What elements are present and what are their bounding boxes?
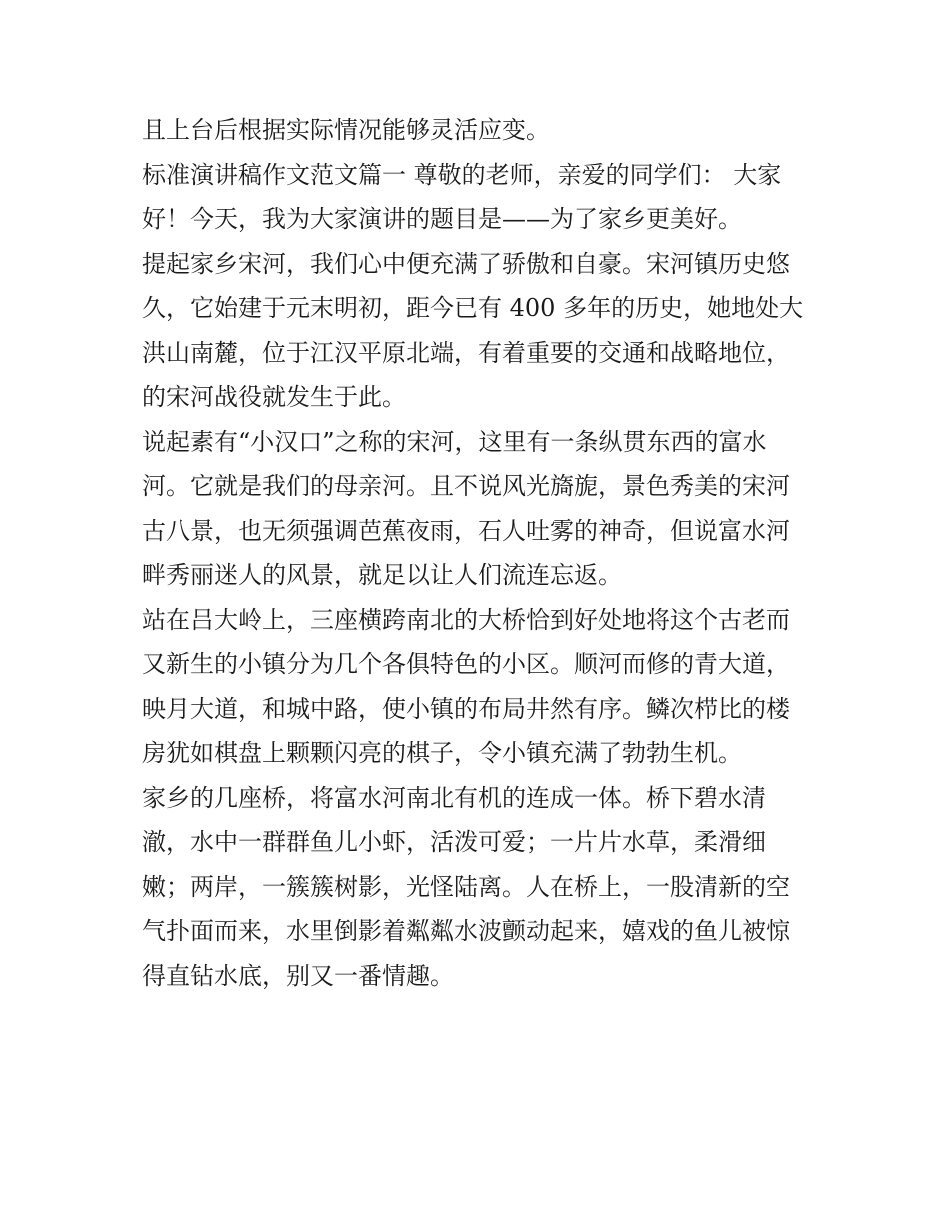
text-line: 说起素有“小汉口”之称的宋河，这里有一条纵贯东西的富水 — [142, 427, 767, 456]
text-line: 好！今天，我为大家演讲的题目是——为了家乡更美好。 — [142, 205, 742, 233]
document-body — [142, 108, 822, 998]
text-line: 澈，水中一群群鱼儿小虾，活泼可爱；一片片水草，柔滑细 — [142, 828, 766, 856]
text-line: 房犹如棋盘上颗颗闪亮的棋子，令小镇充满了勃勃生机。 — [142, 739, 742, 767]
text-line: 河。它就是我们的母亲河。且不说风光旖旎，景色秀美的宋河 — [142, 472, 790, 500]
text-line: 得直钻水底，别又一番情趣。 — [142, 961, 454, 990]
text-line: 古八景，也无须强调芭蕉夜雨，石人吐雾的神奇，但说富水河 — [142, 516, 790, 545]
text-line: 的宋河战役就发生于此。 — [142, 383, 406, 411]
text-line: 映月大道，和城中路，使小镇的布局井然有序。鳞次栉比的楼 — [142, 694, 790, 723]
text-line: 畔秀丽迷人的风景，就足以让人们流连忘返。 — [142, 561, 622, 589]
text-line: 又新生的小镇分为几个各俱特色的小区。顺河而修的青大道， — [142, 650, 790, 678]
text-line: 家乡的几座桥，将富水河南北有机的连成一体。桥下碧水清 — [142, 783, 766, 812]
text-line: 标准演讲稿作文范文篇一 尊敬的老师，亲爱的同学们： 大家 — [142, 160, 782, 189]
text-line: 提起家乡宋河，我们心中便充满了骄傲和自豪。宋河镇历史悠 — [142, 249, 790, 278]
text-line: 嫩；两岸，一簇簇树影，光怪陆离。人在桥上，一股清新的空 — [142, 872, 790, 901]
text-line: 且上台后根据实际情况能够灵活应变。 — [142, 116, 550, 144]
text-line: 气扑面而来，水里倒影着粼粼水波颤动起来，嬉戏的鱼儿被惊 — [142, 917, 790, 945]
text-line: 站在吕大岭上，三座横跨南北的大桥恰到好处地将这个古老而 — [142, 605, 790, 634]
text-line: 洪山南麓，位于江汉平原北端，有着重要的交通和战略地位， — [142, 338, 790, 367]
text-line: 久，它始建于元末明初，距今已有 400 多年的历史，她地处大 — [142, 294, 804, 322]
